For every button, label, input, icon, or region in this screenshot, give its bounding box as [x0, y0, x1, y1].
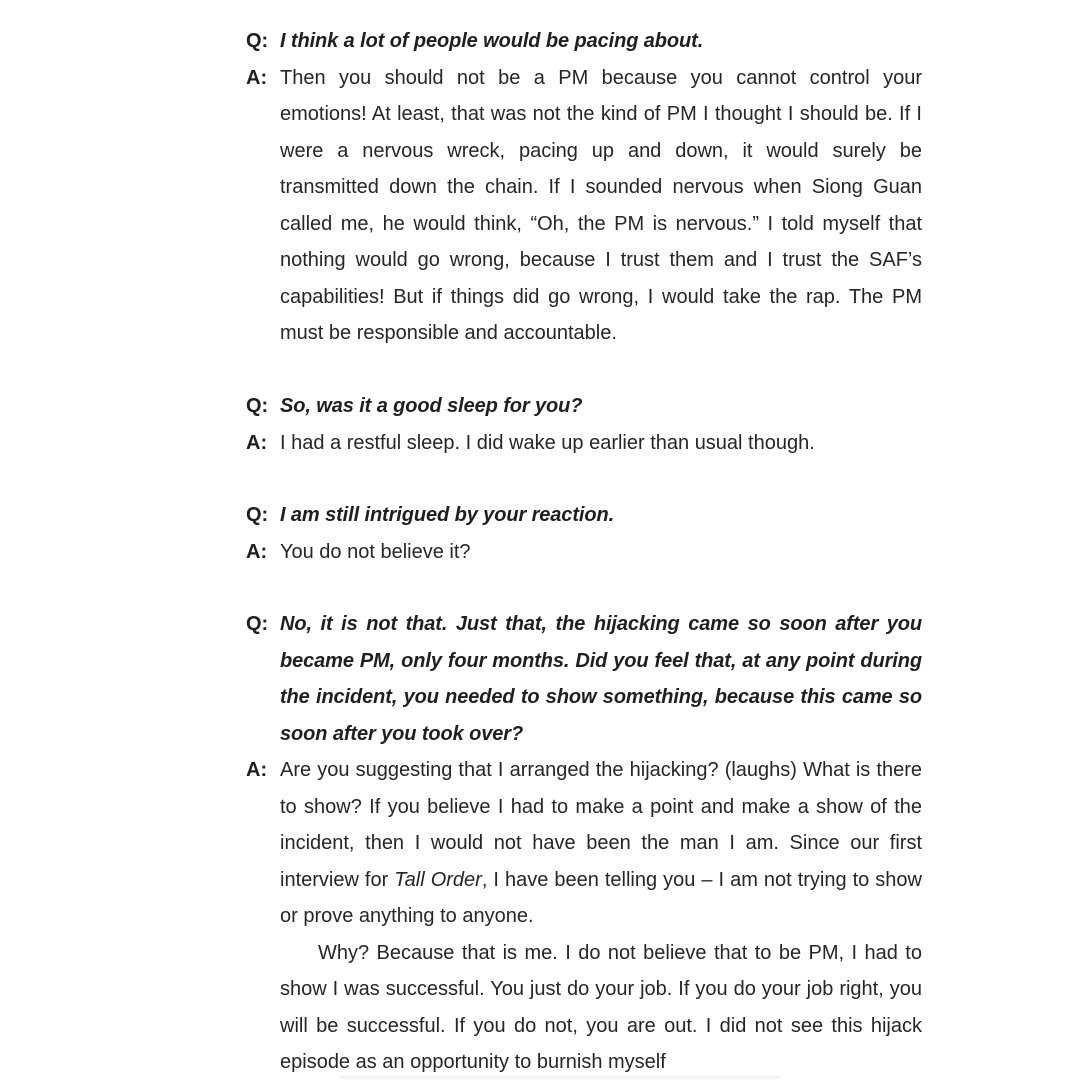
question-text: So, was it a good sleep for you? [280, 395, 583, 417]
answer-text-span: , I have been telling you – I am not trying to show or prove anything to anyone. [280, 868, 923, 927]
answer-paragraph [280, 752, 922, 935]
answer-paragraph: Then you should not be a PM because you cannot control your emotions! At least, that was not the kind of PM I thought I should be. If I were a nervous wreck, pacing up and down, it would surely be transmitted down the chain. If I sounded nervous when Siong Guan called me, he would think, “Oh, the PM is nervous.” I told myself that nothing would go wrong, because I trust them and I trust the SAF’s capabilities! But if things did go wrong, I would take the rap. The PM must be responsible and accountable. [280, 66, 922, 344]
question [246, 23, 922, 60]
answer [246, 425, 922, 462]
answer-text [280, 534, 922, 571]
question-label: Q: [246, 613, 269, 635]
answer-text [280, 752, 922, 1080]
answer-label: A: [246, 66, 268, 89]
question-label: Q: [246, 504, 269, 526]
question-text: I think a lot of people would be pacing about. [280, 30, 704, 52]
answer [246, 60, 922, 352]
answer-text [280, 60, 922, 352]
answer-label: A: [246, 431, 268, 454]
book-title: Tall Order [394, 868, 482, 891]
answer-paragraph: You do not believe it? [280, 540, 471, 563]
answer [246, 534, 922, 571]
answer-text [280, 425, 922, 462]
answer-label: A: [246, 759, 268, 781]
question [246, 497, 922, 534]
answer-text-span: Are you suggesting that I arranged the hijacking? (laughs) What is there to show? If you believe I had to make a point and make a show of the incident, then I would not have been the man I am. Since our first interview for [280, 759, 922, 891]
question-text: No, it is not that. Just that, the hijacking came so soon after you became PM, only four months. Did you feel that, at any point during the incident, you needed to show something, because this came so soon after you took over? [280, 613, 922, 745]
question-text: I am still intrigued by your reaction. [280, 504, 615, 526]
answer [246, 752, 922, 1080]
qa-block [246, 388, 922, 461]
question [246, 388, 922, 425]
qa-block [246, 23, 922, 352]
question-label: Q: [246, 395, 269, 417]
qa-block [246, 606, 922, 1080]
answer-paragraph: Why? Because that is me. I do not believe that to be PM, I had to show I was successful. You just do your job. If you do your job right, you will be successful. If you do not, you are out. I did not see this hijack episode as an opportunity to burnish myself [280, 941, 922, 1073]
page-bottom-shadow [340, 1076, 780, 1080]
question [246, 606, 922, 752]
answer-paragraph: I had a restful sleep. I did wake up earlier than usual though. [280, 431, 815, 454]
question-label: Q: [246, 30, 269, 52]
answer-label: A: [246, 540, 268, 563]
qa-block [246, 497, 922, 570]
